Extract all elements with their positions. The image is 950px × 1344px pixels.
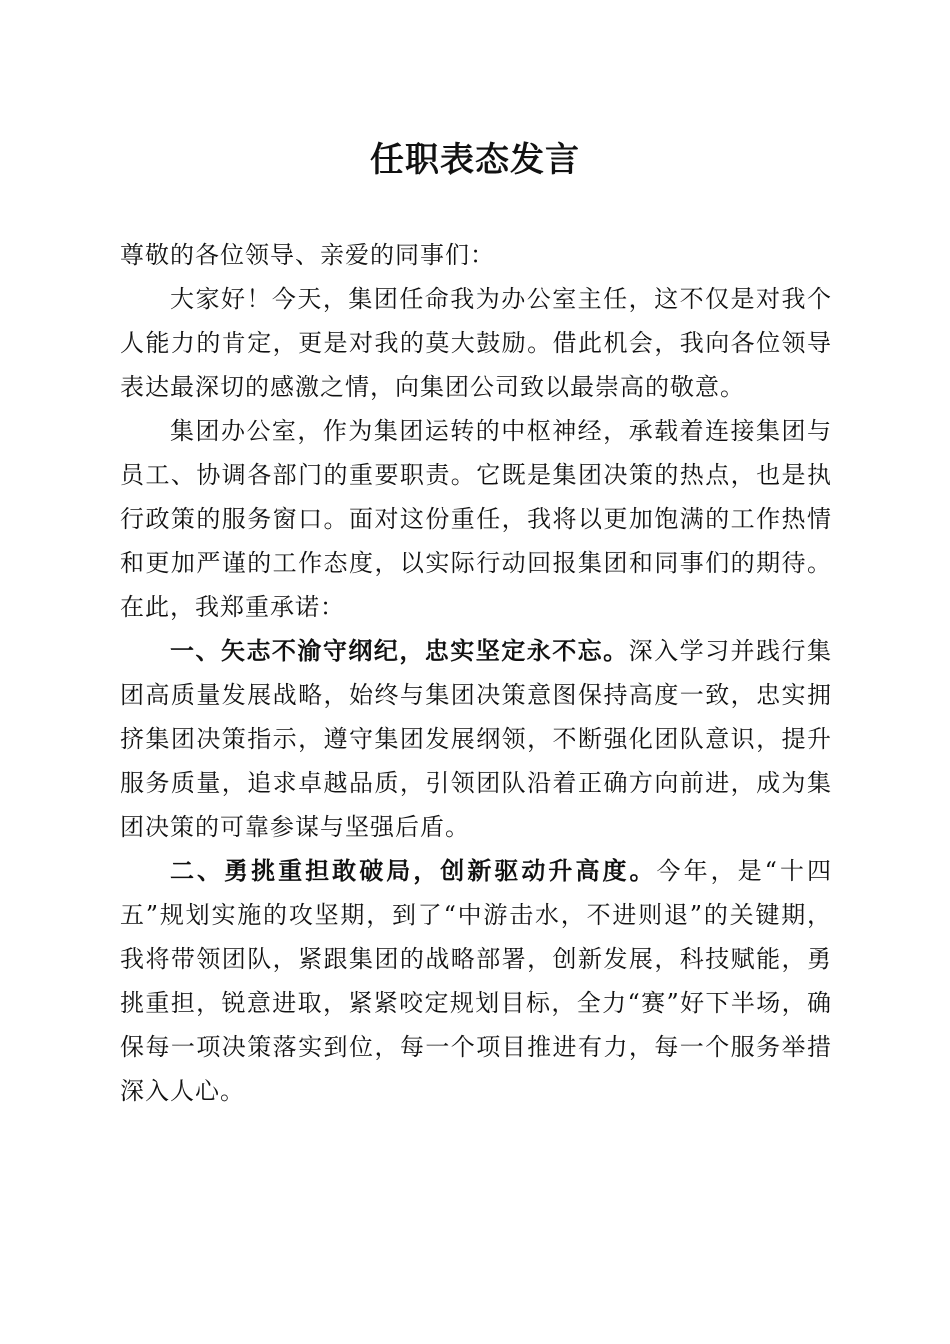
paragraph-greeting [120,277,832,409]
document-body [120,233,832,1113]
paragraph-text: 集团办公室，作为集团运转的中枢神经，承载着连接集团与员工、协调各部门的重要职责。它既是集团决策的热点，也是执行政策的服务窗口。面对这份重任，我将以更加饱满的工作热情和更加严谨的工作态度，以实际行动回报集团和同事们的期待。在此，我郑重承诺： [120,417,832,621]
paragraph-office-role [120,409,832,629]
paragraph-commitment-two [120,849,832,1113]
paragraph-lead: 一、矢志不渝守纲纪，忠实坚定永不忘。 [170,637,629,665]
paragraph-lead: 二、勇挑重担敢破局，创新驱动升高度。 [170,857,657,885]
paragraph-text: 大家好！今天，集团任命我为办公室主任，这不仅是对我个人能力的肯定，更是对我的莫大鼓励。借此机会，我向各位领导表达最深切的感激之情，向集团公司致以最崇高的敬意。 [120,285,832,401]
paragraph-text: 深入学习并践行集团高质量发展战略，始终与集团决策意图保持高度一致，忠实拥挤集团决策指示，遵守集团发展纲领，不断强化团队意识，提升服务质量，追求卓越品质，引领团队沿着正确方向前进，成为集团决策的可靠参谋与坚强后盾。 [120,637,833,841]
paragraph-commitment-one [120,629,832,849]
salutation: 尊敬的各位领导、亲爱的同事们： [120,241,495,269]
paragraph-text: 今年，是“十四五”规划实施的攻坚期，到了“中游击水，不进则退”的关键期，我将带领团队，紧跟集团的战略部署，创新发展，科技赋能，勇挑重担，锐意进取，紧紧咬定规划目标，全力“赛”好下半场，确保每一项决策落实到位，每一个项目推进有力，每一个服务举措深入人心。 [120,857,832,1105]
document-title: 任职表态发言 [370,140,580,180]
